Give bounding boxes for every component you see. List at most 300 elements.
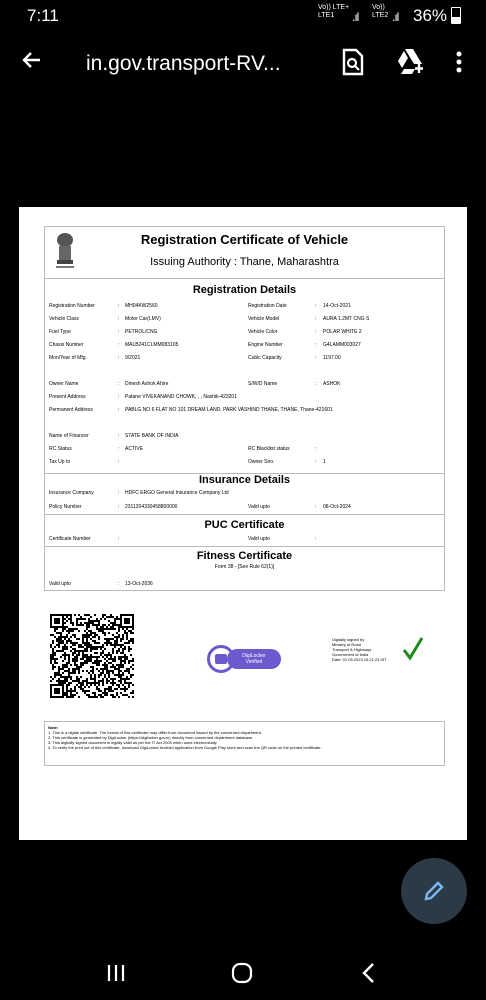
qr-module (118, 664, 120, 666)
qr-module (64, 682, 66, 684)
divider (45, 514, 444, 515)
qr-module (108, 640, 110, 642)
qr-module (86, 656, 88, 658)
qr-module (126, 688, 128, 690)
qr-module (128, 684, 130, 686)
qr-module (102, 628, 104, 630)
field-value: 1 (323, 459, 326, 465)
qr-module (124, 654, 126, 656)
drive-add-icon[interactable] (396, 47, 426, 80)
qr-module (70, 640, 72, 642)
qr-module (118, 648, 120, 650)
qr-module (64, 670, 66, 672)
qr-module (62, 636, 64, 638)
qr-module (90, 654, 92, 656)
qr-module (86, 636, 88, 638)
qr-module (88, 658, 90, 660)
qr-module (64, 614, 66, 616)
qr-module (78, 644, 80, 646)
qr-module (54, 636, 56, 638)
qr-module (58, 646, 60, 648)
qr-module (64, 692, 66, 694)
qr-module (112, 628, 114, 630)
qr-module (66, 684, 68, 686)
qr-module (116, 644, 118, 646)
qr-module (106, 654, 108, 656)
qr-module (70, 682, 72, 684)
qr-module (94, 680, 96, 682)
qr-module (82, 662, 84, 664)
qr-module (64, 678, 66, 680)
field-colon: : (118, 536, 120, 542)
qr-module (76, 658, 78, 660)
qr-module (90, 634, 92, 636)
qr-module (74, 690, 76, 692)
back-nav-icon[interactable] (360, 962, 378, 984)
qr-module (108, 686, 110, 688)
qr-module (86, 646, 88, 648)
qr-module (88, 672, 90, 674)
qr-module (94, 620, 96, 622)
qr-module (122, 666, 124, 668)
qr-module (132, 642, 134, 644)
qr-module (52, 666, 54, 668)
qr-module (120, 662, 122, 664)
qr-module (70, 616, 72, 618)
qr-module (100, 674, 102, 676)
insurance-details-heading: Insurance Details (198, 474, 291, 486)
qr-module (114, 618, 116, 620)
qr-module (114, 678, 116, 680)
qr-module (88, 618, 90, 620)
qr-module (98, 620, 100, 622)
qr-module (110, 644, 112, 646)
document-title: in.gov.transport-RV... (86, 52, 281, 75)
qr-module (128, 642, 130, 644)
qr-module (106, 668, 108, 670)
qr-module (68, 684, 70, 686)
qr-module (124, 662, 126, 664)
qr-module (88, 660, 90, 662)
qr-module (128, 686, 130, 688)
qr-module (60, 642, 62, 644)
qr-module (54, 654, 56, 656)
qr-module (80, 664, 82, 666)
qr-module (86, 642, 88, 644)
qr-module (82, 654, 84, 656)
qr-module (84, 618, 86, 620)
qr-module (52, 654, 54, 656)
qr-module (100, 696, 102, 698)
qr-module (124, 682, 126, 684)
field-label: Vehicle Color (248, 329, 278, 335)
qr-module (86, 638, 88, 640)
field-label: RC Blacklist status (248, 446, 290, 452)
qr-module (104, 624, 106, 626)
qr-module (78, 654, 80, 656)
qr-module (128, 646, 130, 648)
qr-module (88, 620, 90, 622)
qr-module (74, 662, 76, 664)
qr-module (52, 656, 54, 658)
qr-module (120, 656, 122, 658)
qr-module (118, 628, 120, 630)
qr-module (52, 650, 54, 652)
qr-module (84, 634, 86, 636)
qr-module (92, 632, 94, 634)
qr-module (56, 638, 58, 640)
signature-line: Digitally signed by (332, 637, 365, 642)
qr-module (126, 636, 128, 638)
qr-module (60, 650, 62, 652)
qr-module (120, 678, 122, 680)
qr-module (96, 648, 98, 650)
qr-module (96, 656, 98, 658)
status-time: 7:11 (27, 6, 59, 25)
qr-module (92, 668, 94, 670)
qr-module (96, 642, 98, 644)
field-colon: : (118, 407, 120, 413)
qr-module (106, 660, 108, 662)
divider (45, 278, 444, 279)
qr-module (128, 660, 130, 662)
field-value: HDFC ERGO General Insurance Company Ltd (125, 490, 229, 496)
qr-module (62, 676, 64, 678)
qr-module (118, 618, 120, 620)
qr-module (116, 664, 118, 666)
qr-module (116, 650, 118, 652)
qr-module (108, 672, 110, 674)
qr-module (70, 630, 72, 632)
qr-module (126, 632, 128, 634)
qr-module (68, 682, 70, 684)
field-value: PABLG NO 6 FLAT NO 101 DREAM LAND, PARK VASHIND THANE, THANE, Thane-421601 (125, 407, 333, 413)
qr-module (100, 654, 102, 656)
qr-module (98, 662, 100, 664)
qr-module (58, 632, 60, 634)
qr-module (110, 694, 112, 696)
qr-module (122, 628, 124, 630)
qr-module (100, 680, 102, 682)
qr-module (50, 658, 52, 660)
qr-module (90, 644, 92, 646)
qr-module (86, 682, 88, 684)
verified-check-icon (402, 637, 424, 661)
qr-module (116, 694, 118, 696)
qr-module (98, 630, 100, 632)
field-value: 1197.00 (323, 355, 341, 361)
qr-module (102, 670, 104, 672)
qr-module (122, 634, 124, 636)
qr-module (62, 628, 64, 630)
qr-module (108, 632, 110, 634)
qr-module (88, 694, 90, 696)
qr-module (112, 650, 114, 652)
app-bar (0, 32, 486, 96)
qr-module (68, 660, 70, 662)
qr-module (56, 674, 58, 676)
qr-module (74, 628, 76, 630)
qr-module (78, 614, 80, 616)
qr-module (96, 696, 98, 698)
qr-module (114, 646, 116, 648)
qr-module (88, 614, 90, 616)
qr-module (114, 624, 116, 626)
qr-module (72, 696, 74, 698)
qr-module (130, 640, 132, 642)
qr-module (114, 658, 116, 660)
qr-module (80, 624, 82, 626)
qr-module (80, 618, 82, 620)
qr-module (78, 686, 80, 688)
qr-module (86, 634, 88, 636)
qr-module (52, 664, 54, 666)
qr-module (126, 658, 128, 660)
qr-module (82, 642, 84, 644)
qr-module (56, 632, 58, 634)
qr-module (70, 642, 72, 644)
qr-module (74, 614, 76, 616)
qr-module (62, 650, 64, 652)
qr-module (120, 640, 122, 642)
qr-module (70, 618, 72, 620)
qr-module (110, 662, 112, 664)
note-line: 4. To verify the print out of this certificate, download DigiLocker Android application from Google Play store and scan the QR code on the printed certificate. (48, 745, 322, 750)
qr-module (122, 656, 124, 658)
qr-module (100, 690, 102, 692)
qr-module (76, 660, 78, 662)
qr-module (98, 636, 100, 638)
more-options-icon[interactable] (455, 50, 463, 79)
qr-module (114, 636, 116, 638)
qr-module (102, 630, 104, 632)
qr-module (82, 634, 84, 636)
qr-module (104, 688, 106, 690)
qr-module (112, 660, 114, 662)
qr-module (120, 658, 122, 660)
qr-module (68, 638, 70, 640)
qr-module (92, 648, 94, 650)
qr-module (70, 676, 72, 678)
qr-module (98, 694, 100, 696)
qr-module (108, 642, 110, 644)
qr-module (112, 684, 114, 686)
qr-module (102, 652, 104, 654)
qr-module (114, 660, 116, 662)
qr-module (80, 676, 82, 678)
back-arrow-icon[interactable] (20, 48, 44, 79)
cloud-lock-icon (215, 654, 227, 664)
qr-module (102, 680, 104, 682)
field-value: ASHOK (323, 381, 341, 387)
search-document-icon[interactable] (340, 47, 366, 82)
qr-module (94, 652, 96, 654)
qr-module (90, 660, 92, 662)
qr-module (84, 614, 86, 616)
qr-module (56, 644, 58, 646)
qr-module (112, 694, 114, 696)
qr-module (98, 680, 100, 682)
field-label: Fuel Type (49, 329, 71, 335)
qr-module (108, 616, 110, 618)
qr-code (50, 614, 134, 698)
qr-module (98, 660, 100, 662)
field-value: Motor Car(LMV) (125, 316, 161, 322)
qr-module (114, 674, 116, 676)
field-label: Vehicle Class (49, 316, 80, 322)
qr-module (78, 646, 80, 648)
qr-module (90, 666, 92, 668)
qr-module (102, 656, 104, 658)
qr-module (90, 620, 92, 622)
field-value: PETROL/CNG (125, 329, 158, 335)
qr-module (104, 664, 106, 666)
qr-module (110, 658, 112, 660)
signature-line: Government of India (332, 652, 369, 657)
qr-module (98, 628, 100, 630)
qr-module (114, 682, 116, 684)
field-colon: : (315, 459, 317, 465)
qr-module (100, 660, 102, 662)
qr-module (52, 642, 54, 644)
qr-module (108, 624, 110, 626)
qr-module (132, 684, 134, 686)
qr-module (50, 680, 52, 682)
qr-module (60, 636, 62, 638)
qr-module (88, 646, 90, 648)
qr-module (112, 658, 114, 660)
qr-module (120, 664, 122, 666)
qr-module (98, 638, 100, 640)
qr-module (122, 650, 124, 652)
qr-module (112, 624, 114, 626)
qr-module (80, 658, 82, 660)
qr-module (112, 696, 114, 698)
qr-module (84, 656, 86, 658)
qr-module (74, 670, 76, 672)
field-colon: : (315, 303, 317, 309)
qr-module (110, 682, 112, 684)
qr-module (112, 648, 114, 650)
qr-module (108, 654, 110, 656)
qr-module (130, 654, 132, 656)
qr-module (88, 636, 90, 638)
field-label: Permanent Address (49, 407, 93, 413)
qr-module (70, 650, 72, 652)
qr-module (118, 650, 120, 652)
qr-module (96, 660, 98, 662)
qr-module (82, 646, 84, 648)
qr-module (70, 690, 72, 692)
qr-module (78, 668, 80, 670)
qr-module (110, 690, 112, 692)
qr-module (76, 668, 78, 670)
home-icon[interactable] (230, 961, 254, 985)
qr-module (124, 686, 126, 688)
qr-module (88, 630, 90, 632)
qr-module (98, 646, 100, 648)
qr-module (122, 664, 124, 666)
qr-module (58, 670, 60, 672)
qr-module (126, 638, 128, 640)
qr-module (70, 614, 72, 616)
qr-module (54, 646, 56, 648)
field-value: 13-Oct-2036 (125, 581, 153, 587)
qr-module (86, 690, 88, 692)
qr-module (86, 680, 88, 682)
field-colon: : (118, 303, 120, 309)
recent-apps-icon[interactable] (106, 963, 126, 983)
qr-module (74, 672, 76, 674)
field-label: Valid upto (49, 581, 71, 587)
qr-module (114, 642, 116, 644)
qr-module (122, 660, 124, 662)
qr-module (92, 636, 94, 638)
qr-module (110, 654, 112, 656)
qr-module (72, 668, 74, 670)
qr-module (62, 668, 64, 670)
qr-module (62, 648, 64, 650)
qr-module (108, 620, 110, 622)
certificate-frame (44, 226, 445, 591)
qr-module (118, 670, 120, 672)
field-label: Registration Number (49, 303, 95, 309)
qr-module (68, 656, 70, 658)
qr-module (78, 666, 80, 668)
qr-module (100, 630, 102, 632)
qr-module (104, 668, 106, 670)
qr-module (62, 664, 64, 666)
qr-module (128, 640, 130, 642)
qr-module (84, 642, 86, 644)
qr-module (70, 696, 72, 698)
signature-line: Transport & Highways (332, 647, 372, 652)
qr-module (122, 678, 124, 680)
edit-button[interactable] (401, 858, 467, 924)
qr-module (54, 658, 56, 660)
qr-module (102, 614, 104, 616)
qr-module (60, 682, 62, 684)
qr-module (80, 622, 82, 624)
qr-module (104, 676, 106, 678)
qr-module (102, 616, 104, 618)
qr-module (126, 628, 128, 630)
qr-module (68, 696, 70, 698)
qr-module (106, 656, 108, 658)
qr-module (86, 654, 88, 656)
qr-module (86, 644, 88, 646)
field-value: Patane VIVEKANAND CHOWK, , , Nashik-423201 (125, 394, 237, 400)
qr-module (56, 650, 58, 652)
field-label: Valid upto (248, 504, 270, 510)
qr-module (76, 638, 78, 640)
qr-module (104, 666, 106, 668)
qr-module (68, 632, 70, 634)
qr-module (108, 670, 110, 672)
qr-module (60, 676, 62, 678)
qr-module (112, 690, 114, 692)
qr-module (96, 618, 98, 620)
qr-module (66, 662, 68, 664)
qr-module (106, 644, 108, 646)
qr-module (90, 622, 92, 624)
qr-module (98, 690, 100, 692)
qr-module (128, 668, 130, 670)
field-colon: : (315, 342, 317, 348)
qr-module (84, 636, 86, 638)
field-label: Cubic Capacity (248, 355, 282, 361)
qr-module (64, 646, 66, 648)
